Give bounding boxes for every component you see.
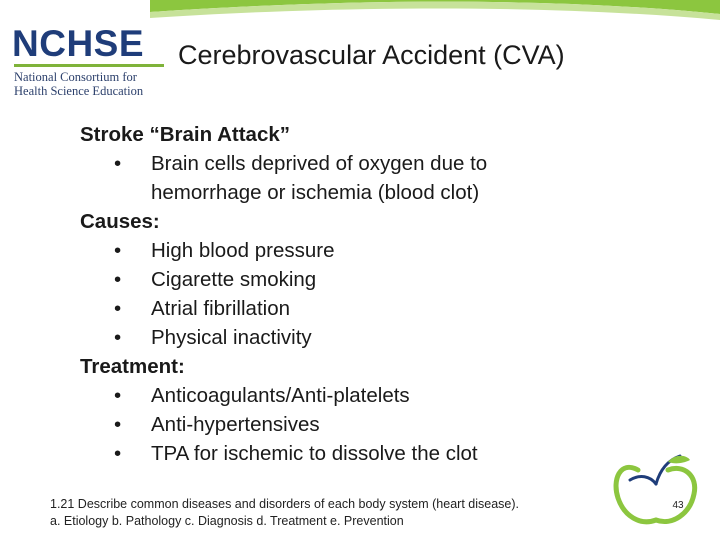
logo-subtitle-line1: National Consortium for — [14, 70, 137, 84]
page-number: 43 — [672, 500, 684, 511]
bullet-icon: • — [114, 152, 122, 175]
section-heading-treatment: Treatment: — [80, 355, 185, 378]
footer-line-2: a. Etiology b. Pathology c. Diagnosis d. Treatment e. Prevention — [50, 514, 404, 528]
bullet-icon: • — [114, 326, 122, 349]
list-item — [80, 439, 640, 468]
list-item — [80, 381, 640, 410]
list-item — [80, 323, 640, 352]
slide-body — [80, 120, 640, 468]
bullet-text: Anti-hypertensives — [151, 413, 320, 436]
bullet-icon: • — [114, 384, 122, 407]
slide-title: Cerebrovascular Accident (CVA) — [178, 40, 565, 70]
standards-footer — [50, 496, 519, 530]
logo-wordmark: NCHSE — [12, 23, 145, 64]
bullet-text: Cigarette smoking — [151, 268, 317, 291]
list-item — [80, 265, 640, 294]
list-item — [80, 294, 640, 323]
bullet-text: Physical inactivity — [151, 326, 312, 349]
logo-subtitle-line2: Health Science Education — [14, 84, 144, 98]
bullet-text: High blood pressure — [151, 239, 335, 262]
apple-icon — [610, 450, 702, 530]
list-item — [80, 149, 640, 207]
bullet-icon: • — [114, 239, 122, 262]
list-item — [80, 236, 640, 265]
logo-subtitle — [14, 70, 143, 98]
bullet-text: Anticoagulants/Anti-platelets — [151, 384, 410, 407]
bullet-icon: • — [114, 442, 122, 465]
bullet-text: Atrial fibrillation — [151, 297, 290, 320]
section-heading-stroke: Stroke “Brain Attack” — [80, 123, 290, 146]
bullet-icon: • — [114, 268, 122, 291]
logo-divider — [14, 64, 164, 67]
list-item — [80, 410, 640, 439]
bullet-icon: • — [114, 413, 122, 436]
footer-line-1: 1.21 Describe common diseases and disorders of each body system (heart disease). — [50, 497, 519, 511]
nchse-logo — [12, 24, 172, 100]
bullet-text: Brain cells deprived of oxygen due to hemorrhage or ischemia (blood clot) — [151, 152, 488, 204]
bullet-text: TPA for ischemic to dissolve the clot — [151, 442, 478, 465]
bullet-icon: • — [114, 297, 122, 320]
section-heading-causes: Causes: — [80, 210, 160, 233]
